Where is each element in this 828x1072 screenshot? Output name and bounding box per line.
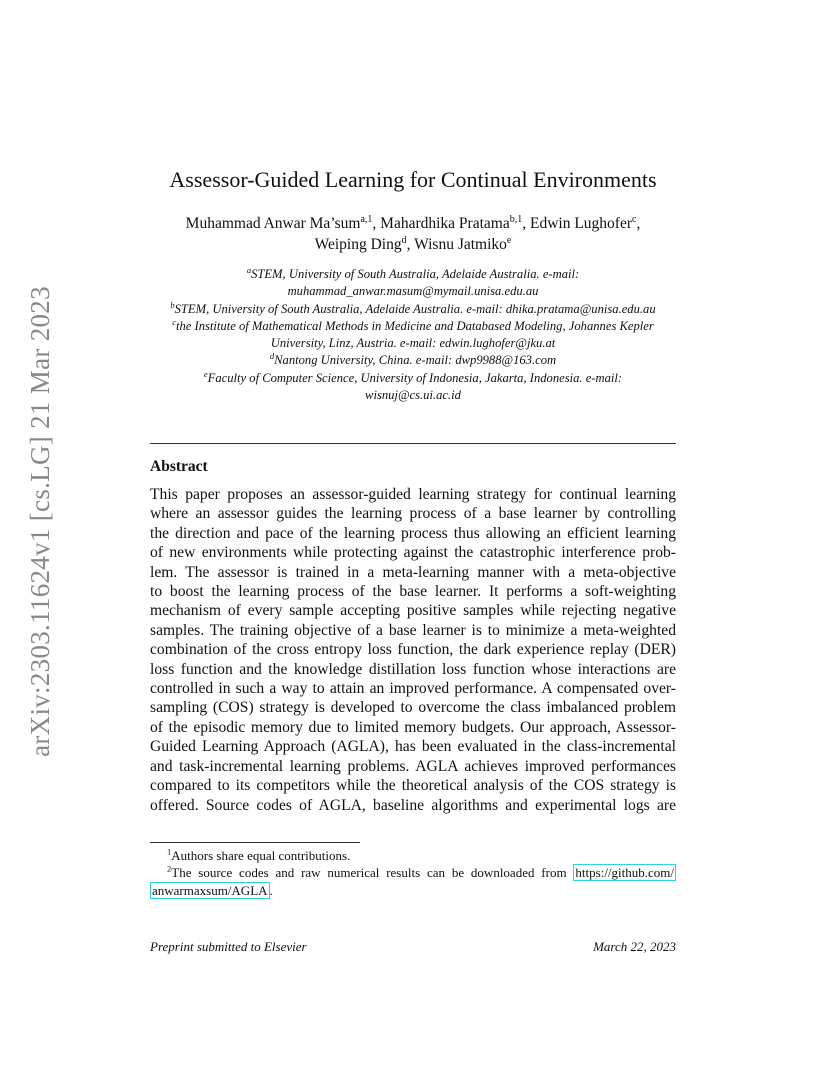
- abstract-body: [150, 485, 676, 815]
- footnote-mark: 2: [167, 863, 172, 874]
- affiliation-e: [150, 370, 676, 387]
- github-link-part-1[interactable]: https://github.com/: [575, 865, 675, 881]
- affiliation-c: [150, 318, 676, 335]
- affiliation-a: [150, 266, 676, 283]
- abstract-line: lem. The assessor is trained in a meta-learning manner with a meta-objective: [150, 563, 676, 581]
- author-affiliation-mark: e: [506, 234, 512, 246]
- affiliation-text: STEM, University of South Australia, Adelaide Australia. e-mail: dhika.pratama@unisa.edu.au: [174, 301, 656, 316]
- affiliation-text: Nantong University, China. e-mail: dwp9988@163.com: [274, 353, 557, 368]
- abstract-line: samples. The training objective of a base learner is to minimize a meta-weighted: [150, 621, 676, 639]
- affiliation-b: [150, 301, 676, 318]
- author-list: [150, 213, 676, 255]
- footnote-mark: 1: [167, 846, 172, 857]
- abstract-line: mechanism of every sample accepting positive samples while rejecting negative: [150, 602, 676, 620]
- footnote-end: .: [269, 882, 273, 898]
- affiliation-c-cont: University, Linz, Austria. e-mail: edwin.lughofer@jku.at: [270, 336, 556, 351]
- author-affiliation-mark: a,1: [360, 213, 373, 225]
- footer-date: March 22, 2023: [593, 939, 676, 954]
- affiliation-list: [150, 266, 676, 404]
- author-affiliation-mark: b,1: [509, 213, 523, 225]
- abstract-line: of new environments while protecting against the catastrophic interference prob-: [150, 544, 676, 562]
- page-footer: [150, 939, 676, 955]
- abstract-line: combination of the cross entropy loss function, the dark experience replay (DER): [150, 641, 676, 659]
- affiliation-text: the Institute of Mathematical Methods in Medicine and Databased Modeling, Johannes Kepler: [176, 318, 654, 333]
- author-line-1: Muhammad Anwar Ma’sum$^{a,1}$, Mahardhika Pratama$^{b,1}$, Edwin Lughofer$^c$,: [185, 213, 641, 232]
- footnote-text: The source codes and raw numerical results can be downloaded from: [171, 865, 567, 881]
- affiliation-mark: a: [246, 264, 252, 275]
- arxiv-identifier-stamp: [22, 286, 58, 756]
- author-line-2: Weiping Ding$^d$, Wisnu Jatmiko$^e$: [314, 234, 512, 253]
- arxiv-identifier-text: arXiv:2303.11624v1 [cs.LG] 21 Mar 2023: [24, 285, 55, 757]
- footnote-2-cont: [150, 882, 676, 899]
- affiliation-mark: c: [172, 316, 176, 327]
- abstract-line: loss function and the knowledge distillation loss function whose interactions are: [150, 660, 676, 678]
- affiliation-a-email: muhammad_anwar.masum@mymail.unisa.edu.au: [287, 284, 539, 299]
- affiliation-d: [150, 352, 676, 369]
- abstract-line: and task-incremental learning problems. AGLA achieves improved performances: [150, 757, 676, 775]
- affiliation-e-email: wisnuj@cs.ui.ac.id: [365, 388, 461, 403]
- abstract-line: to boost the learning process of the base learner. It performs a soft-weighting: [150, 583, 676, 601]
- footnote-2: [150, 864, 676, 881]
- author-name: Wisnu Jatmiko: [414, 236, 507, 253]
- abstract-line: This paper proposes an assessor-guided learning strategy for continual learning: [150, 486, 676, 503]
- affiliation-mark: b: [170, 299, 175, 310]
- abstract-line: Guided Learning Approach (AGLA), has been evaluated in the class-incremental: [150, 738, 676, 756]
- affiliation-text: Faculty of Computer Science, University of Indonesia, Jakarta, Indonesia. e-mail:: [207, 370, 623, 385]
- footnote-rule: [150, 842, 360, 843]
- author-affiliation-mark: d: [401, 234, 407, 246]
- abstract-heading: Abstract: [150, 458, 208, 475]
- affiliation-text: STEM, University of South Australia, Adelaide Australia. e-mail:: [251, 267, 580, 281]
- abstract-line: compared to its competitors while the theoretical analysis of the COS strategy is: [150, 777, 676, 795]
- abstract-line: the direction and pace of the learning process thus allowing an efficient learning: [150, 524, 676, 542]
- affiliation-mark: e: [203, 368, 208, 379]
- footnotes: [150, 847, 676, 899]
- abstract-line: where an assessor guides the learning process of a base learner by controlling: [150, 505, 676, 523]
- github-link-part-2[interactable]: anwarmaxsum/AGLA: [152, 882, 268, 898]
- abstract-line: of the episodic memory due to limited memory budgets. Our approach, Assessor-: [150, 718, 676, 736]
- author-name: Muhammad Anwar Ma’sum: [185, 215, 361, 232]
- author-name: Mahardhika Pratama: [380, 215, 510, 232]
- footnote-text: Authors share equal contributions.: [171, 848, 351, 863]
- footnote-1: [150, 847, 676, 864]
- affiliation-mark: d: [269, 351, 275, 362]
- abstract-line: offered. Source codes of AGLA, baseline algorithms and experimental logs are: [150, 796, 676, 814]
- author-name: Edwin Lughofer: [529, 215, 632, 232]
- abstract-line: sampling (COS) strategy is developed to overcome the class imbalanced problem: [150, 699, 676, 717]
- author-affiliation-mark: c: [632, 213, 637, 225]
- abstract-top-rule: [150, 443, 676, 444]
- preprint-note: Preprint submitted to Elsevier: [150, 939, 307, 954]
- paper-title: Assessor-Guided Learning for Continual Environments: [169, 167, 657, 192]
- abstract-line: controlled in such a way to attain an improved performance. A compensated over-: [150, 680, 676, 698]
- author-name: Weiping Ding: [314, 236, 402, 253]
